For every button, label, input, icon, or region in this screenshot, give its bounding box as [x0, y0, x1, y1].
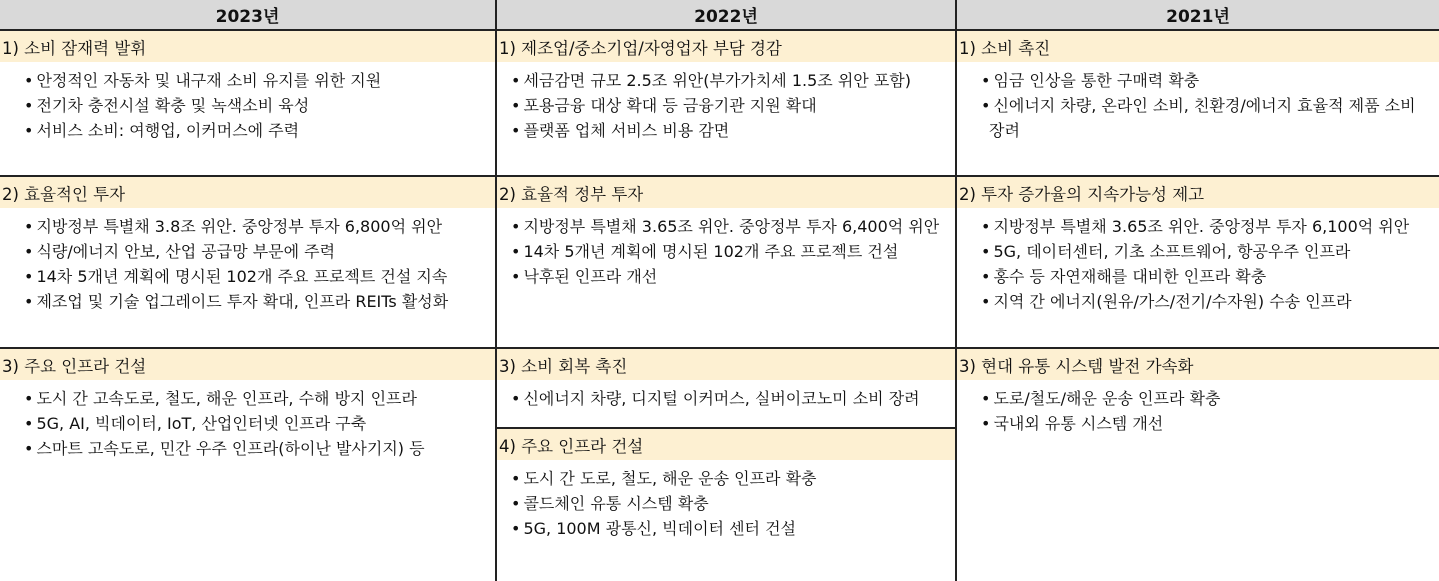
list-item: • 14차 5개년 계획에 명시된 102개 주요 프로젝트 건설 지속: [24, 264, 491, 289]
list-item: • 전기차 충전시설 확충 및 녹색소비 육성: [24, 93, 491, 118]
list-item: • 제조업 및 기술 업그레이드 투자 확대, 인프라 REITs 활성화: [24, 289, 491, 314]
column-2022: [495, 31, 955, 581]
list-item: • 스마트 고속도로, 민간 우주 인프라(하이난 발사기지) 등: [24, 436, 491, 461]
list-item: • 지방정부 특별채 3.8조 위안. 중앙정부 투자 6,800억 위안: [24, 214, 491, 239]
section-items: [0, 380, 495, 465]
list-item: • 홍수 등 자연재해를 대비한 인프라 확충: [981, 264, 1435, 289]
list-item: • 도시 간 고속도로, 철도, 해운 인프라, 수해 방지 인프라: [24, 386, 491, 411]
section-2022-2: [497, 175, 955, 347]
section-2023-3: [0, 347, 495, 581]
list-item: • 콜드체인 유통 시스템 확충: [511, 491, 951, 516]
list-item: • 신에너지 차량, 온라인 소비, 친환경/에너지 효율적 제품 소비 장려: [981, 93, 1435, 143]
list-item: • 5G, 데이터센터, 기초 소프트웨어, 항공우주 인프라: [981, 239, 1435, 264]
list-item: • 낙후된 인프라 개선: [511, 264, 951, 289]
section-title: 1) 소비 잠재력 발휘: [0, 31, 495, 62]
section-items: [0, 62, 495, 147]
list-item: • 지방정부 특별채 3.65조 위안. 중앙정부 투자 6,400억 위안: [511, 214, 951, 239]
section-2023-2: [0, 175, 495, 347]
table-body: [0, 31, 1439, 581]
list-item: • 5G, 100M 광통신, 빅데이터 센터 건설: [511, 516, 951, 541]
list-item: • 도로/철도/해운 운송 인프라 확충: [981, 386, 1435, 411]
section-2021-3: [957, 347, 1439, 581]
list-item: • 신에너지 차량, 디지털 이커머스, 실버이코노미 소비 장려: [511, 386, 951, 411]
section-items: [497, 62, 955, 147]
list-item: • 임금 인상을 통한 구매력 확충: [981, 68, 1435, 93]
section-2022-1: [497, 31, 955, 175]
section-title: 1) 제조업/중소기업/자영업자 부담 경감: [497, 31, 955, 62]
section-title: 3) 현대 유통 시스템 발전 가속화: [957, 349, 1439, 380]
list-item: • 서비스 소비: 여행업, 이커머스에 주력: [24, 118, 491, 143]
list-item: • 지방정부 특별채 3.65조 위안. 중앙정부 투자 6,100억 위안: [981, 214, 1435, 239]
section-2023-1: [0, 31, 495, 175]
header-2023: 2023년: [215, 7, 280, 27]
section-items: [957, 208, 1439, 318]
list-item: • 14차 5개년 계획에 명시된 102개 주요 프로젝트 건설: [511, 239, 951, 264]
list-item: • 식량/에너지 안보, 산업 공급망 부문에 주력: [24, 239, 491, 264]
section-title: 2) 효율적인 투자: [0, 177, 495, 208]
section-title: 2) 투자 증가율의 지속가능성 제고: [957, 177, 1439, 208]
list-item: • 안정적인 자동차 및 내구재 소비 유지를 위한 지원: [24, 68, 491, 93]
section-2022-4: [497, 427, 955, 581]
section-title: 3) 주요 인프라 건설: [0, 349, 495, 380]
section-items: [957, 62, 1439, 147]
list-item: • 플랫폼 업체 서비스 비용 감면: [511, 118, 951, 143]
section-items: [497, 208, 955, 293]
list-item: • 도시 간 도로, 철도, 해운 운송 인프라 확충: [511, 466, 951, 491]
header-2022: 2022년: [495, 0, 955, 29]
list-item: • 5G, AI, 빅데이터, IoT, 산업인터넷 인프라 구축: [24, 411, 491, 436]
section-items: [497, 380, 955, 415]
list-item: • 포용금융 대상 확대 등 금융기관 지원 확대: [511, 93, 951, 118]
section-2022-3: [497, 347, 955, 427]
section-items: [497, 460, 955, 545]
section-title: 1) 소비 촉진: [957, 31, 1439, 62]
section-2021-1: [957, 31, 1439, 175]
section-title: 3) 소비 회복 촉진: [497, 349, 955, 380]
section-items: [0, 208, 495, 318]
list-item: • 지역 간 에너지(원유/가스/전기/수자원) 수송 인프라: [981, 289, 1435, 314]
table-header: [0, 0, 1439, 31]
column-2023: [0, 31, 495, 581]
list-item: • 세금감면 규모 2.5조 위안(부가가치세 1.5조 위안 포함): [511, 68, 951, 93]
section-2021-2: [957, 175, 1439, 347]
column-2021: [955, 31, 1439, 581]
header-2021: 2021년: [955, 0, 1439, 29]
section-title: 2) 효율적 정부 투자: [497, 177, 955, 208]
list-item: • 국내외 유통 시스템 개선: [981, 411, 1435, 436]
section-items: [957, 380, 1439, 440]
section-title: 4) 주요 인프라 건설: [497, 429, 955, 460]
